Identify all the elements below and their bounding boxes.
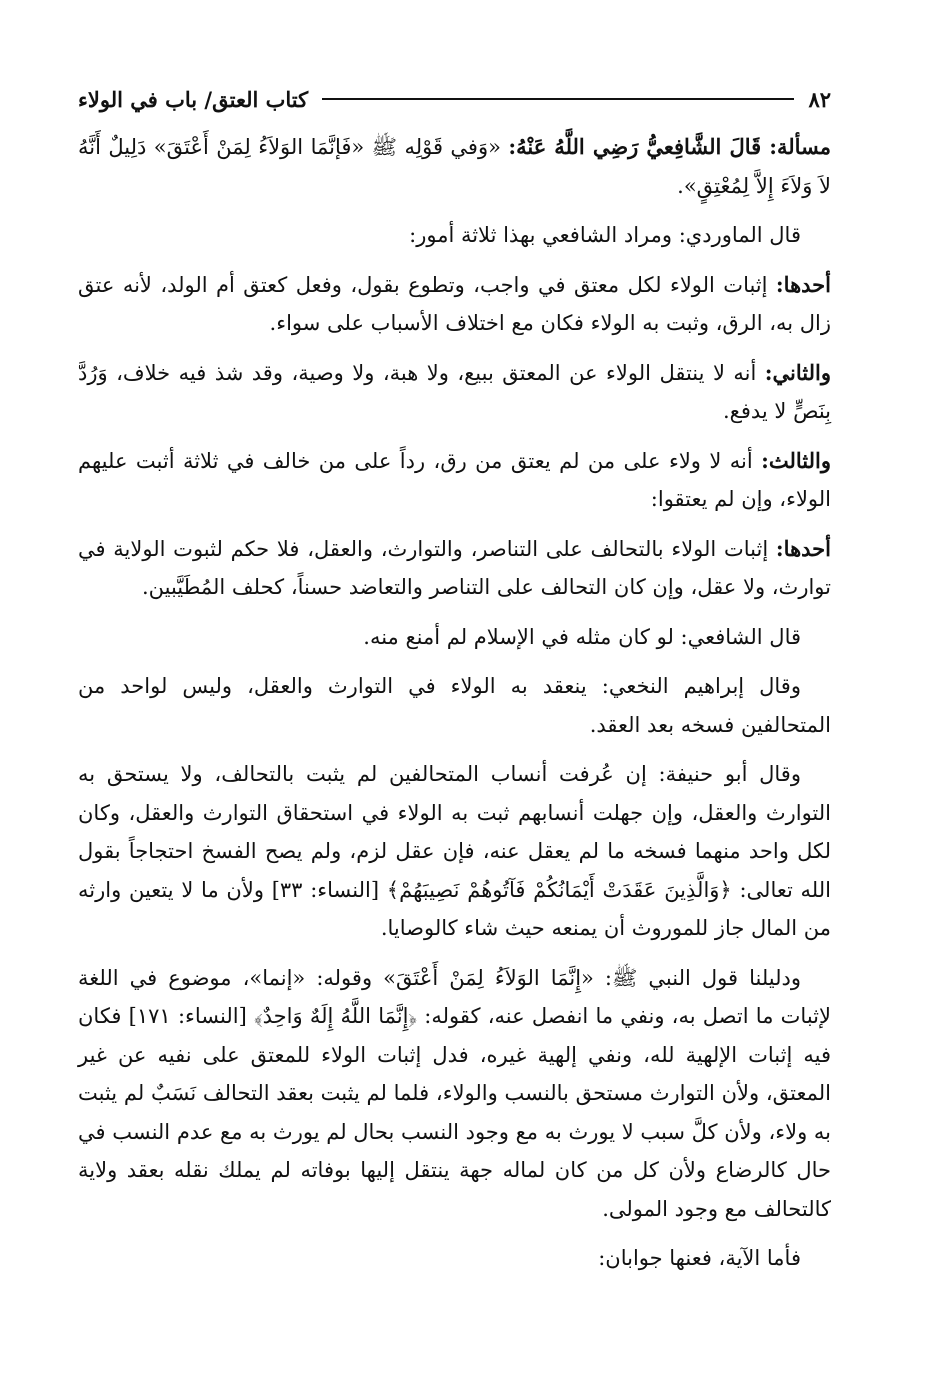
running-title: كتاب العتق/ باب في الولاء xyxy=(78,86,309,112)
paragraph-lead: أحدها: xyxy=(775,535,831,561)
paragraph-evidence xyxy=(78,959,831,1229)
paragraph-text: «وَفي قَوْلِه ﷺ «فَإنَّمَا الوَلاَءُ لِمَنْ أَعْتَقَ» دَلِيلٌ أَنَّهُ لاَ وَلاَءَ إِلاَّ لِمُعْتِقٍ». xyxy=(78,135,831,198)
paragraph-lead: مسألة: قَالَ الشَّافِعيُّ رَضِي اللَّهُ عَنْهُ: xyxy=(508,134,831,159)
paragraph-text: وقال أبو حنيفة: إن عُرفت أنساب المتحالفين لم يثبت بالتحالف، ولا يستحق به التوارث والعقل، وإن جهلت أنسابهم ثبت به الولاء في استحقاق التوارث والعقل، وكان لكل واحد منهما فسخه ما لم يعقل عنه، فإن عقل لزم، ولم يصح الفسخ احتجاجاً بقول الله تعالى: ﴿وَالَّذِينَ عَقَدَتْ أَيْمَانُكُمْ فَآتُوهُمْ نَصِيبَهُمْ﴾ [النساء: ٣٣] ولأن ما لا يتعين وارثه من المال جاز للموروث أن يمنعه حيث شاء كالوصايا. xyxy=(78,762,831,940)
paragraph-mawardi xyxy=(78,216,831,255)
page-header xyxy=(78,82,831,116)
paragraph-first xyxy=(78,266,831,343)
paragraph-text: إثبات الولاء لكل معتق في واجب، وتطوع بقول، وفعل كعتق أم الولد، لأنه عتق زال به، الرق، وثبت به الولاء فكان مع اختلاف الأسباب على سواء. xyxy=(78,272,831,335)
paragraph-text: قال الماوردي: ومراد الشافعي بهذا ثلاثة أمور: xyxy=(409,223,801,247)
paragraph-text: قال الشافعي: لو كان مثله في الإسلام لم أمنع منه. xyxy=(363,624,801,649)
paragraph-text: ودليلنا قول النبي ﷺ: «إِنَّمَا الوَلاَءُ لِمَنْ أَعْتَقَ» وقوله: «إنما»، موضوع في اللغة لإثبات ما اتصل به، ونفي ما انفصل عنه، كقوله: ﴿إِنَّمَا اللَّهُ إِلَهٌ وَاحِدٌ﴾ [النساء: ١٧١] فكان فيه إثبات الإلهية لله، ونفي إلهية غيره، فدل إثبات الولاء للمعتق على نفيه عن غير المعتق، ولأن التوارث مستحق بالنسب والولاء، فلما لم يثبت بعقد التحالف نَسَبٌ لم يثبت به ولاء، ولأن كلَّ سبب لا يورث به مع وجود النسب بحال لم يورث به مع عدم النسب في حال كالرضاع ولأن كل من كان لماله جهة ينتقل إليها بوفاته لم يملك نقله بعقد ولاية كالتحالف مع وجود المولى. xyxy=(78,965,831,1221)
book-page xyxy=(78,82,831,1289)
paragraph-lead: والثالث: xyxy=(761,447,831,473)
paragraph-shafii xyxy=(78,618,831,657)
paragraph-third xyxy=(78,442,831,519)
header-rule xyxy=(322,98,794,100)
paragraph-first-of-three xyxy=(78,530,831,607)
paragraph-lead: والثاني: xyxy=(764,359,831,385)
paragraph-verse-answers xyxy=(78,1239,831,1278)
page-body xyxy=(78,128,831,1278)
paragraph-text: إثبات الولاء بالتحالف على التناصر، والتوارث، والعقل، فلا حكم لثبوت الولاية في توارث، ولا عقل، وإن كان التحالف على التناصر والتعاضد حسناً، كحلف المُطَيَّبين. xyxy=(78,536,831,599)
paragraph-text: أنه لا ينتقل الولاء عن المعتق ببيع، ولا هبة، ولا وصية، وقد شذ فيه خلاف، وَرُدَّ بِنَصٍّ لا يدفع. xyxy=(78,360,831,423)
paragraph-text: أنه لا ولاء على من لم يعتق من رق، رداً على من خالف في ثلاثة أثبت عليهم الولاء، وإن لم يعتقوا: xyxy=(78,448,831,511)
paragraph-masala xyxy=(78,128,831,205)
paragraph-abu-hanifa xyxy=(78,755,831,948)
paragraph-nakhai xyxy=(78,667,831,744)
page-number: ٨٢ xyxy=(808,86,831,112)
paragraph-lead: أحدها: xyxy=(775,271,831,297)
paragraph-second xyxy=(78,354,831,431)
paragraph-text: فأما الآية، فعنها جوابان: xyxy=(598,1246,801,1270)
paragraph-text: وقال إبراهيم النخعي: ينعقد به الولاء في التوارث والعقل، وليس لواحد من المتحالفين فسخه بعد العقد. xyxy=(78,674,831,737)
